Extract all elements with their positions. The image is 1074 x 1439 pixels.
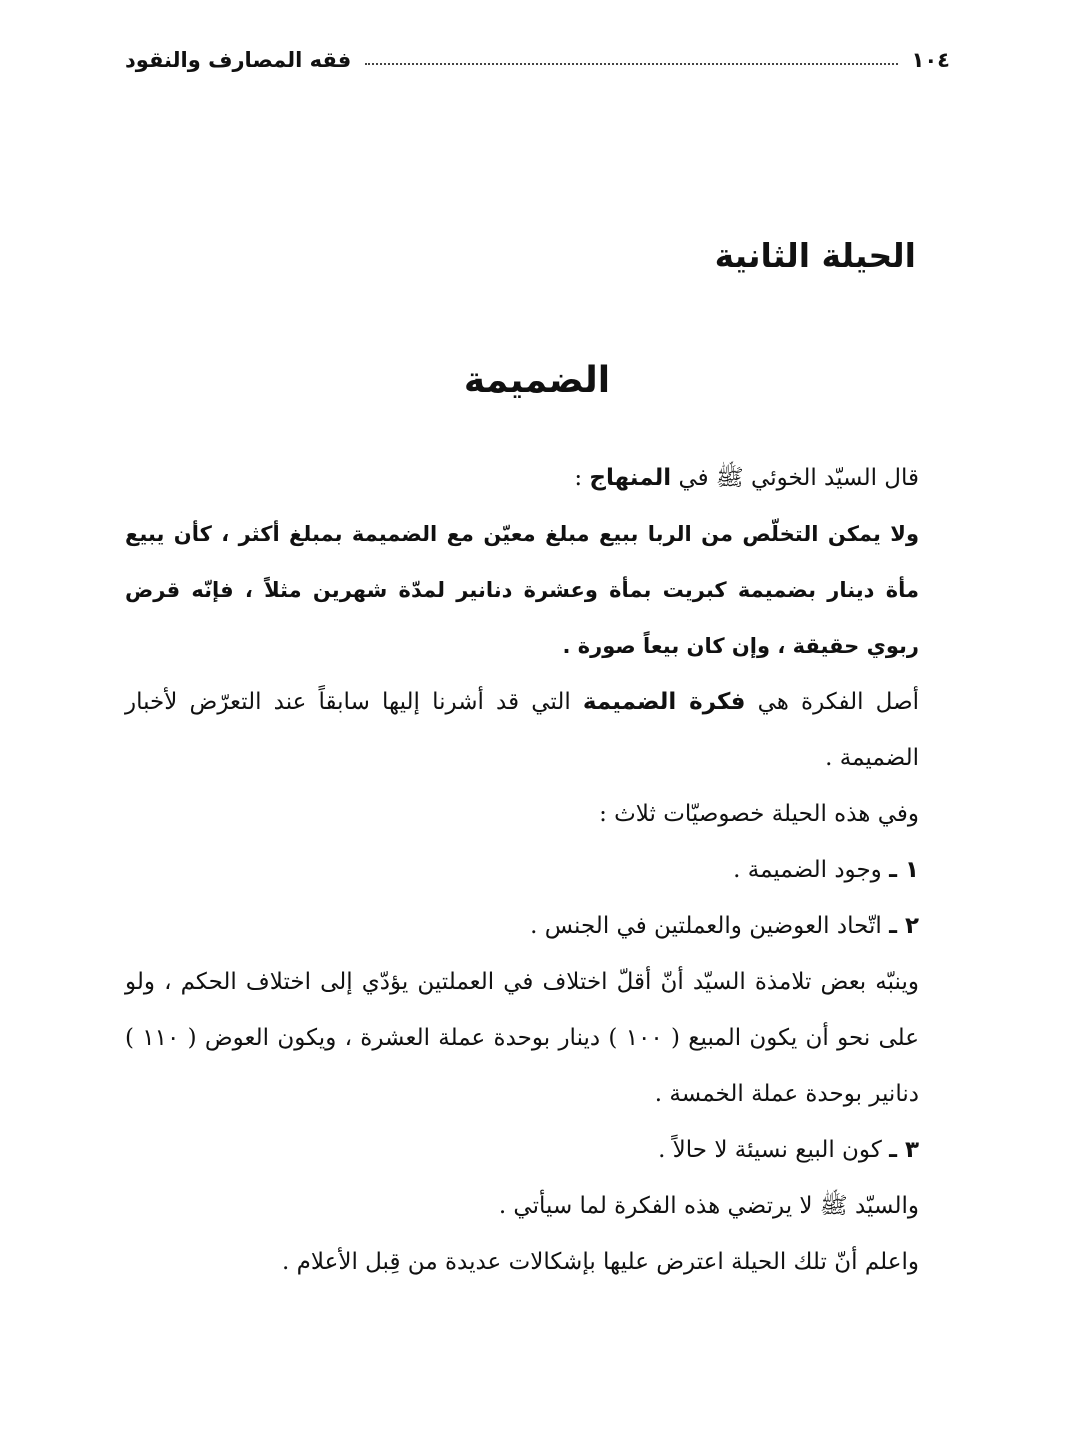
feature-item: [125, 1122, 919, 1178]
paragraph-students-note: وينبّه بعض تلامذة السيّد أنّ أقلّ اختلاف في العملتين يؤدّي إلى اختلاف الحكم ، ولو على نحو أن يكون المبيع ( ١٠٠ ) دينار بوحدة عملة العشرة ، ويكون العوض ( ١١٠ ) دنانير بوحدة عملة الخمسة .: [125, 969, 920, 1107]
intro-suffix: :: [574, 465, 590, 491]
paragraph-sayyid-view: والسيّد ﷺ لا يرتضي هذه الفكرة لما سيأتي .: [498, 1193, 919, 1219]
dotted-leader: [365, 63, 897, 65]
body-text: [125, 450, 919, 1290]
features-intro: وفي هذه الحيلة خصوصيّات ثلاث :: [599, 801, 919, 827]
quoted-ruling: ولا يمكن التخلّص من الربا ببيع مبلغ معيّن مع الضميمة بمبلغ أكثر ، كأن يبيع مأة دينار بضميمة كبريت بمأة وعشرة دنانير لمدّة شهرين مثلاً ، فإنّه قرض ربوي حقيقة ، وإن كان بيعاً صورة .: [125, 522, 919, 658]
paragraph-origin-keyword: فكرة الضميمة: [582, 689, 746, 715]
feature-number: ٢ ـ: [889, 913, 919, 939]
feature-item: [125, 898, 919, 954]
intro-prefix: قال السيّد الخوئي ﷺ في: [671, 465, 919, 491]
source-title: المنهاج: [589, 465, 672, 491]
feature-number: ٣ ـ: [889, 1137, 919, 1163]
paragraph-origin: [125, 674, 919, 786]
paragraph-origin-suffix: التي قد أشرنا إليها سابقاً عند التعرّض لأخبار الضميمة .: [125, 689, 919, 771]
page-number: ١٠٤: [911, 48, 950, 72]
book-title: فقه المصارف والنقود: [125, 48, 352, 72]
feature-text: كون البيع نسيئة لا حالاً .: [658, 1137, 890, 1163]
feature-item: [125, 842, 919, 898]
feature-text: اتّحاد العوضين والعملتين في الجنس .: [530, 913, 890, 939]
paragraph-objections: واعلم أنّ تلك الحيلة اعترض عليها بإشكالات عديدة من قِبل الأعلام .: [282, 1249, 919, 1275]
intro-line: [125, 450, 919, 506]
running-header: [125, 40, 950, 80]
feature-number: ١ ـ: [889, 857, 919, 883]
subheading: الضميمة: [463, 360, 611, 401]
paragraph-origin-prefix: أصل الفكرة هي: [745, 689, 920, 715]
section-heading: الحيلة الثانية: [714, 236, 916, 275]
feature-text: وجود الضميمة .: [733, 857, 890, 883]
